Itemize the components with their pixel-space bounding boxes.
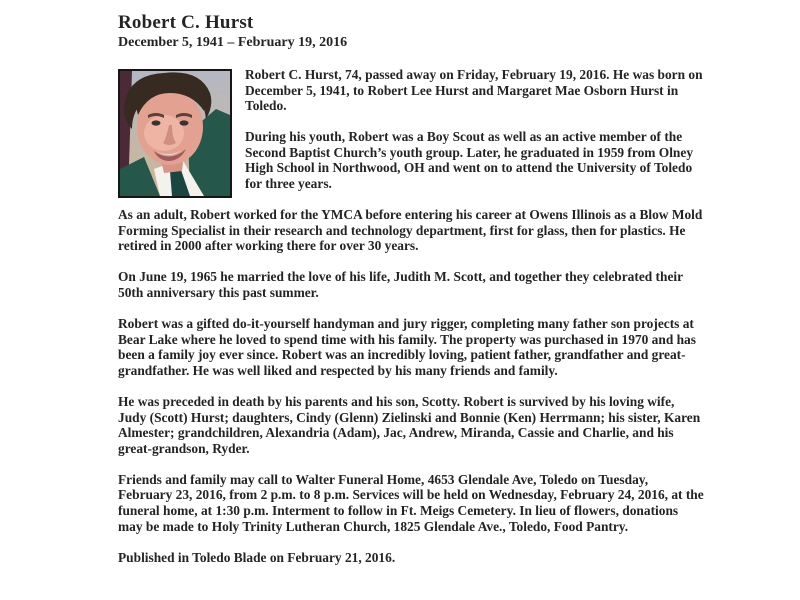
birth-death-dates: December 5, 1941 – February 19, 2016 bbox=[118, 35, 348, 50]
cheek-highlight bbox=[144, 115, 184, 151]
paragraph-marriage: On June 19, 1965 he married the love of his life, Judith M. Scott, and together they celebrated their 50th anniversary this past summer. bbox=[118, 269, 683, 301]
paragraph-survivors: He was preceded in death by his parents and his son, Scotty. Robert is survived by his loving wife, Judy (Scott) Hurst; daughters, Cindy (Glenn) Zielinski and Bonnie (Ken) Herrmann; his sister, Karen Almester; grandchildren, Alexandria (Adam), Jac, Andrew, Miranda, Cassie and Charlie, and his great-grandson, Ryder. bbox=[118, 394, 701, 456]
page-title: Robert C. Hurst bbox=[118, 12, 254, 33]
obituary-content bbox=[118, 12, 704, 565]
left-eye bbox=[152, 120, 161, 125]
portrait-photo bbox=[118, 69, 232, 198]
paragraph-intro: Robert C. Hurst, 74, passed away on Friday, February 19, 2016. He was born on December 5, 1941, to Robert Lee Hurst and Margaret Mae Osborn Hurst in Toledo. bbox=[245, 67, 703, 114]
paragraph-hobbies: Robert was a gifted do-it-yourself handyman and jury rigger, completing many father son projects at Bear Lake where he loved to spend time with his family. The property was purchased in 1970 and has been a family joy ever since. Robert was an incredibly loving, patient father, grandfather and great-grandfather. He was well liked and respected by his many friends and family. bbox=[118, 316, 696, 378]
paragraph-services: Friends and family may call to Walter Funeral Home, 4653 Glendale Ave, Toledo on Tuesday, February 23, 2016, from 2 p.m. to 8 p.m. Services will be held on Wednesday, February 24, 2016, at the funeral home, at 1:30 p.m. Interment to follow in Ft. Meigs Cemetery. In lieu of flowers, donations may be made to Holy Trinity Lutheran Church, 1825 Glendale Ave., Toledo, Food Pantry. bbox=[118, 471, 704, 534]
right-eye bbox=[180, 120, 189, 125]
paragraph-career: As an adult, Robert worked for the YMCA before entering his career at Owens Illinois as a Blow Mold Forming Specialist in their research and technology department, first for glass, then for plastics. He retired in 2000 after working there for over 30 years. bbox=[118, 207, 703, 254]
paragraph-youth: During his youth, Robert was a Boy Scout as well as an active member of the Second Baptist Church’s youth group. Later, he graduated in 1959 from Olney High School in Northwood, OH and went on to attend the University of Toledo for three years. bbox=[245, 129, 694, 192]
portrait-photo-illustration bbox=[120, 71, 230, 196]
paragraph-published: Published in Toledo Blade on February 21, 2016. bbox=[118, 549, 396, 565]
